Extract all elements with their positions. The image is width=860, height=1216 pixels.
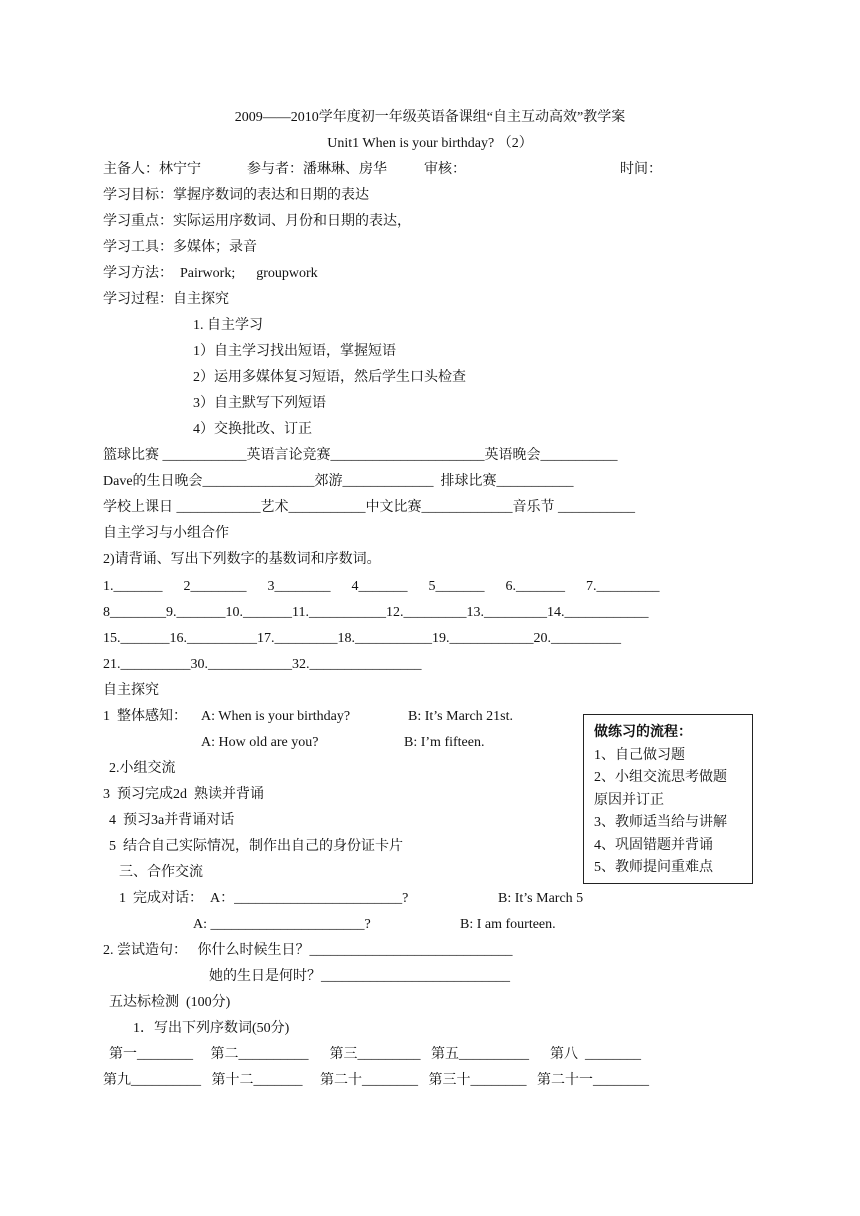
section1-step: 1）自主学习找出短语，掌握短语 <box>193 344 396 359</box>
dialog-b-line: B: I’m fifteen. <box>404 735 485 750</box>
ordinal-row[interactable]: 第一________ 第二__________ 第三_________ 第五__________ 第八 ________ <box>109 1047 641 1062</box>
practice-flow-line: 原因并订正 <box>594 792 664 808</box>
page-title: 2009——2010学年度初一年级英语备课组“自主互动高效”教学案 <box>234 110 626 125</box>
ordinal-row[interactable]: 第九__________ 第十二_______ 第二十________ 第三十________ 第二十一________ <box>103 1073 649 1088</box>
section1-step: 2）运用多媒体复习短语，然后学生口头检查 <box>193 370 466 385</box>
explore-title: 自主探究 <box>103 683 159 698</box>
test-title: 五达标检测 (100分) <box>109 995 231 1010</box>
practice-flow-title: 做练习的流程： <box>594 725 692 740</box>
explore-item: 2.小组交流 <box>109 761 176 776</box>
phrase-row[interactable]: Dave的生日晚会________________郊游_____________ 排球比赛___________ <box>103 474 574 489</box>
learning-goal: 学习目标：掌握序数词的表达和日期的表达 <box>103 188 369 203</box>
section1-step: 4）交换批改、订正 <box>193 422 312 437</box>
test-task: 1．写出下列序数词(50分) <box>133 1021 290 1036</box>
reviewer: 审核： <box>424 162 466 177</box>
learning-method: 学习方法： Pairwork; groupwork <box>103 266 318 281</box>
practice-flow-line: 1、自己做习题 <box>594 747 685 763</box>
explore-item: 4 预习3a并背诵对话 <box>109 813 235 828</box>
dialog-b-line: B: It’s March 21st. <box>408 709 513 724</box>
cooperate-item2-line2[interactable]: 她的生日是何时？___________________________ <box>209 969 510 984</box>
practice-flow-box <box>583 714 753 884</box>
group-section-title: 自主学习与小组合作 <box>103 526 229 541</box>
time-label: 时间： <box>620 162 662 177</box>
section1-title: 1. 自主学习 <box>193 318 263 333</box>
number-row[interactable]: 1._______ 2________ 3________ 4_______ 5_______ 6._______ 7._________ <box>103 579 660 594</box>
practice-flow-line: 5、教师提问重难点 <box>594 860 713 875</box>
practice-flow-line: 2、小组交流思考做题 <box>594 770 727 785</box>
explore-item: 3 预习完成2d 熟读并背诵 <box>103 787 264 802</box>
unit-subtitle: Unit1 When is your birthday? （2） <box>327 136 533 151</box>
number-row[interactable]: 21.__________30.____________32.________________ <box>103 657 422 672</box>
dialog-a-line: A: When is your birthday? <box>201 709 351 724</box>
number-row[interactable]: 15._______16.__________17._________18.___________19.____________20.__________ <box>103 631 621 646</box>
dialog-a-line: A: How old are you? <box>201 735 319 750</box>
number-row[interactable]: 8________9._______10._______11.___________12._________13._________14.____________ <box>103 605 649 620</box>
phrase-row[interactable]: 学校上课日 ____________艺术___________中文比赛_____________音乐节 ___________ <box>103 500 635 515</box>
cooperate-b-line: B: It’s March 5 <box>498 891 584 906</box>
cooperate-a-line[interactable]: A: ______________________? <box>193 917 371 932</box>
learning-focus: 学习重点：实际运用序数词、月份和日期的表达， <box>103 214 411 229</box>
phrase-row[interactable]: 篮球比赛 ____________英语言论竞赛______________________英语晚会___________ <box>103 448 618 463</box>
learning-process: 学习过程：自主探究 <box>103 292 229 307</box>
practice-flow-line: 3、教师适当给与讲解 <box>594 815 727 830</box>
cooperate-item2[interactable]: 2. 尝试造句： 你什么时候生日？_____________________________ <box>103 943 513 958</box>
cooperate-b-line: B: I am fourteen. <box>460 917 556 932</box>
participants: 参与者：潘琳琳、房华 <box>247 162 387 177</box>
section1-step: 3）自主默写下列短语 <box>193 396 326 411</box>
explore-item: 5 结合自己实际情况，制作出自己的身份证卡片 <box>109 839 403 854</box>
learning-tools: 学习工具：多媒体；录音 <box>103 240 257 255</box>
practice-flow-line: 4、巩固错题并背诵 <box>594 837 713 853</box>
numbers-task: 2)请背诵、写出下列数字的基数词和序数词。 <box>103 552 381 567</box>
preparer: 主备人：林宁宁 <box>103 162 201 177</box>
cooperate-item1[interactable]: 1 完成对话： A：________________________? <box>119 891 409 906</box>
explore-item1-label: 1 整体感知： <box>103 709 187 724</box>
cooperate-title: 三、合作交流 <box>119 865 203 880</box>
